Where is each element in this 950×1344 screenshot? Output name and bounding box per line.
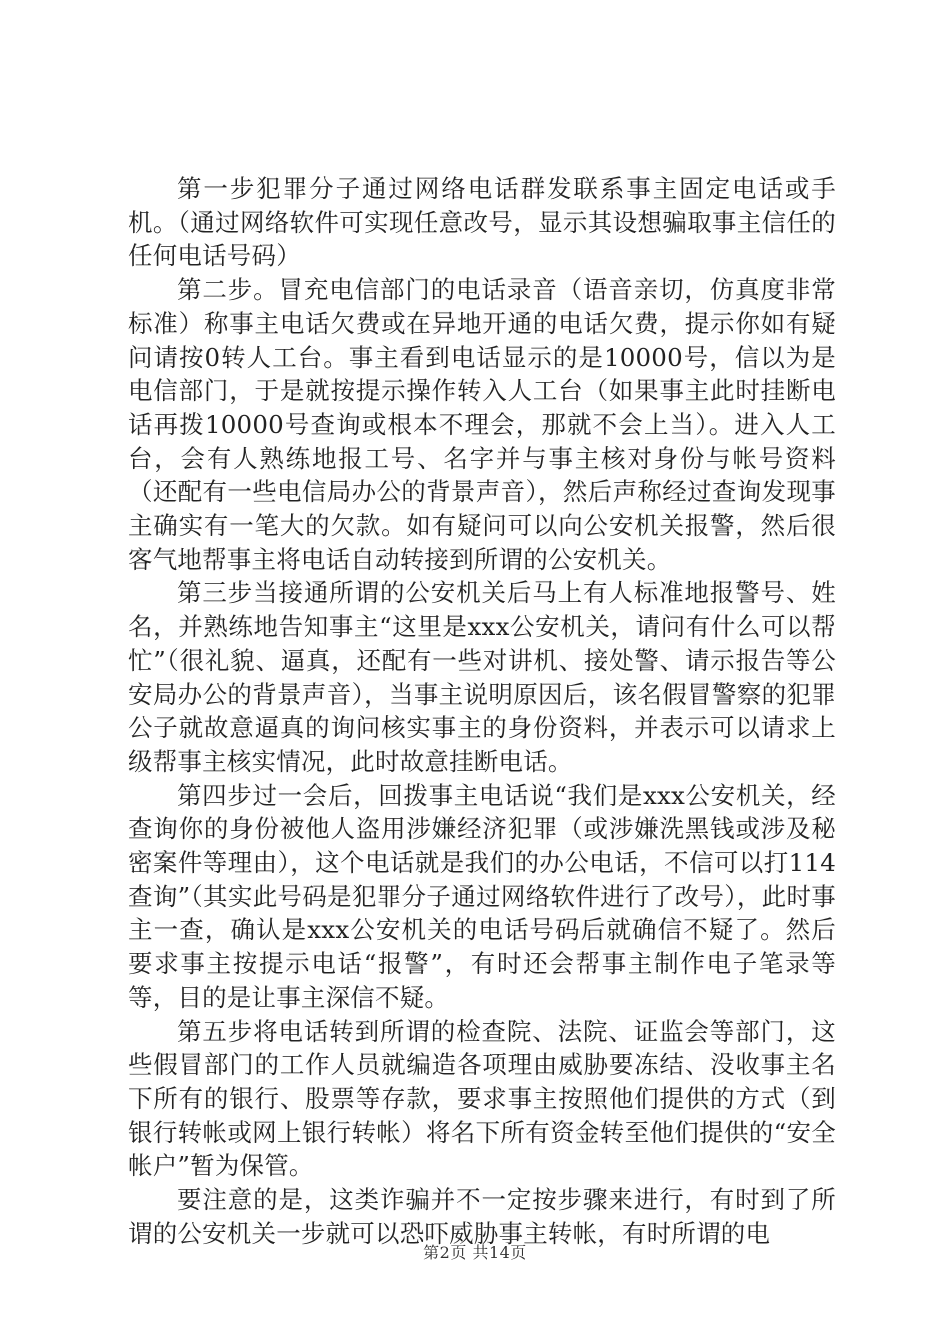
paragraph-note: 要注意的是，这类诈骗并不一定按步骤来进行，有时到了所谓的公安机关一步就可以恐吓威胁事主转帐，有时所谓的电 — [128, 1185, 836, 1248]
paragraph-step-1: 第一步犯罪分子通过网络电话群发联系事主固定电话或手机。（通过网络软件可实现任意改号，显示其设想骗取事主信任的任何电话号码） — [128, 174, 836, 271]
paragraph-step-5: 第五步将电话转到所谓的检查院、法院、证监会等部门，这些假冒部门的工作人员就编造各项理由威胁要冻结、没收事主名下所有的银行、股票等存款，要求事主按照他们提供的方式（到银行转帐或网上银行转帐）将名下所有资金转至他们提供的“安全帐户”暂为保管。 — [128, 1016, 836, 1181]
paragraph-step-2: 第二步。冒充电信部门的电话录音（语音亲切，仿真度非常标准）称事主电话欠费或在异地开通的电话欠费，提示你如有疑问请按0转人工台。事主看到电话显示的是10000号，信以为是电信部门，于是就按提示操作转入人工台（如果事主此时挂断电话再拨10000号查询或根本不理会，那就不会上当）。进入人工台，会有人熟练地报工号、名字并与事主核对身份与帐号资料（还配有一些电信局办公的背景声音），然后声称经过查询发现事主确实有一笔大的欠款。如有疑问可以向公安机关报警，然后很客气地帮事主将电话自动转接到所谓的公安机关。 — [128, 275, 836, 574]
page-number-footer: 第2页 共14页 — [423, 1243, 527, 1262]
paragraph-step-3: 第三步当接通所谓的公安机关后马上有人标准地报警号、姓名，并熟练地告知事主“这里是xxx公安机关，请问有什么可以帮忙”（很礼貌、逼真，还配有一些对讲机、接处警、请示报告等公安局办公的背景声音），当事主说明原因后，该名假冒警察的犯罪公子就故意逼真的询问核实事主的身份资料，并表示可以请求上级帮事主核实情况，此时故意挂断电话。 — [128, 578, 836, 776]
document-body — [128, 172, 836, 1251]
paragraph-step-4: 第四步过一会后，回拨事主电话说“我们是xxx公安机关，经查询你的身份被他人盗用涉嫌经济犯罪（或涉嫌洗黑钱或涉及秘密案件等理由），这个电话就是我们的办公电话，不信可以打114查询”（其实此号码是犯罪分子通过网络软件进行了改号），此时事主一查，确认是xxx公安机关的电话号码后就确信不疑了。然后要求事主按提示电话“报警”，有时还会帮事主制作电子笔录等等，目的是让事主深信不疑。 — [128, 780, 836, 1012]
